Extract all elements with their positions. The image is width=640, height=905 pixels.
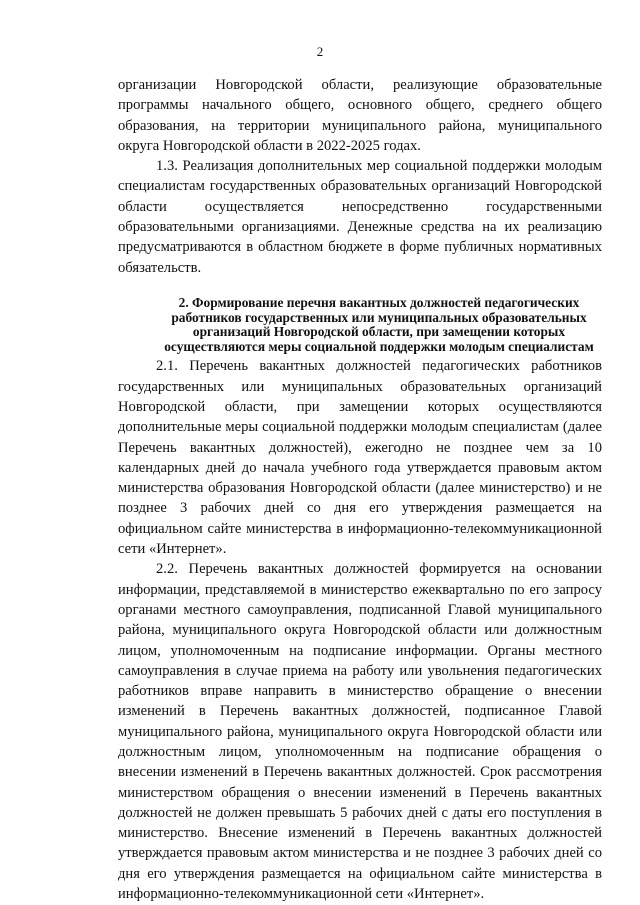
document-body	[118, 75, 602, 904]
page-number: 2	[316, 44, 324, 59]
paragraph-continued: организации Новгородской области, реализующие образовательные программы начального общего, основного общего, среднего общего образования, на территории муниципального района, муниципального округа Новгородской области в 2022-2025 годах.	[118, 77, 602, 154]
paragraph-2-1: 2.1. Перечень вакантных должностей педагогических работников государственных или муниципальных образовательных организаций Новгородской области, при замещении которых осуществляются дополнительные меры социальной поддержки молодым специалистам (далее Перечень вакантных должностей), ежегодно не позднее чем за 10 календарных дней до начала учебного года утверждается правовым актом министерства образования Новгородской области (далее министерство) и не позднее 3 рабочих дней со дня его утверждения размещается на официальном сайте министерства в информационно-телекоммуникационной сети «Интернет».	[118, 358, 602, 558]
paragraph-2-2: 2.2. Перечень вакантных должностей формируется на основании информации, представляемой в министерство ежеквартально по его запросу органами местного самоуправления, подписанной Главой муниципального района, муниципального округа Новгородской области или должностным лицом, уполномоченным на подписание информации. Органы местного самоуправления в случае приема на работу или увольнения педагогических работников вправе направить в министерство обращение о внесении изменений в Перечень вакантных должностей, подписанное Главой муниципального района, муниципального округа Новгородской области или должностным лицом, уполномоченным на подписание обращения о внесении изменений в Перечень вакантных должностей. Срок рассмотрения министерством обращения о внесении изменений в Перечень вакантных должностей не должен превышать 5 рабочих дней с даты его поступления в министерство. Внесение изменений в Перечень вакантных должностей утверждается правовым актом министерства и не позднее 3 рабочих дней со дня его утверждения размещается на официальном сайте министерства в информационно-телекоммуникационной сети «Интернет».	[118, 561, 602, 903]
paragraph-1-3: 1.3. Реализация дополнительных мер социальной поддержки молодым специалистам государственных образовательных организаций Новгородской области осуществляется непосредственно государственными образовательными организациями. Денежные средства на их реализацию предусматриваются в областном бюджете в форме публичных нормативных обязательств.	[118, 158, 602, 276]
section-2-heading: 2. Формирование перечня вакантных должностей педагогических работников государственных или муниципальных образовательных организаций Новгородской области, при замещении которых осуществляются меры социальной поддержки молодым специалистам	[164, 294, 594, 354]
